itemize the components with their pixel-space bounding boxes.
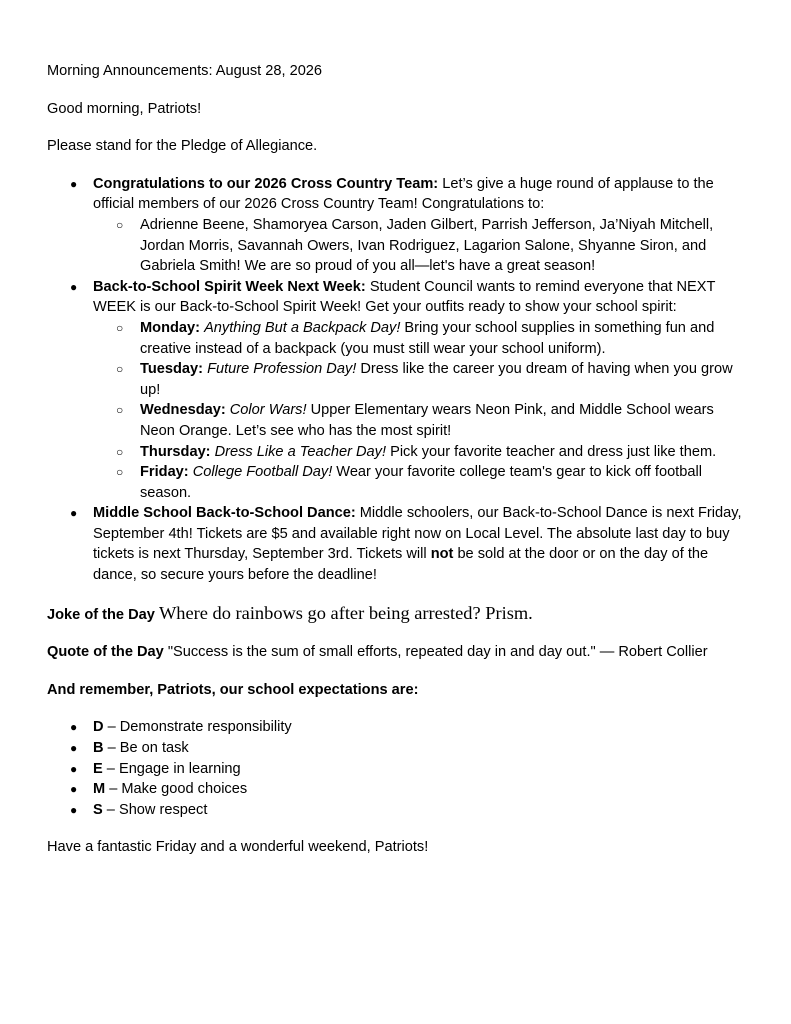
- quote-of-the-day: [47, 642, 743, 663]
- expectation-item: [47, 738, 743, 759]
- expectation-letter: M: [93, 781, 106, 798]
- announcements-list: [47, 174, 743, 586]
- expectation-text: – Be on task: [103, 740, 189, 757]
- expectation-letter: E: [93, 760, 103, 777]
- pledge-line: Please stand for the Pledge of Allegiance.: [47, 138, 318, 155]
- joke-label: Joke of the Day: [47, 606, 155, 623]
- expectation-item: [47, 717, 743, 738]
- expectation-item: [47, 779, 743, 800]
- spirit-day-tuesday: [93, 359, 743, 400]
- emphasis-word: not: [430, 546, 454, 563]
- spirit-day-friday: [93, 462, 743, 503]
- day-label: Wednesday:: [140, 402, 226, 419]
- day-label: Friday:: [140, 464, 189, 481]
- closing-line: Have a fantastic Friday and a wonderful weekend, Patriots!: [47, 839, 429, 856]
- expectation-item: [47, 759, 743, 780]
- cross-country-names: ○ Adrienne Beene, Shamoryea Carson, Jaden Gilbert, Parrish Jefferson, Ja’Niyah Mitchell, Jordan Morris, Savannah Owers, Ivan Rodriguez, Lagarion Salone, Shyanne Siron, and Gabriela Smith! We are so proud of you all—let's have a great season!: [93, 215, 743, 277]
- page-title: Morning Announcements: August 28, 2026: [47, 63, 323, 79]
- quote-text: "Success is the sum of small efforts, repeated day in and day out." — Robert Collier: [163, 644, 708, 661]
- expectation-text: – Make good choices: [105, 781, 248, 798]
- spirit-day-thursday: [93, 442, 743, 463]
- day-theme: Dress Like a Teacher Day!: [214, 443, 387, 460]
- announcement-spirit-week: [47, 277, 743, 504]
- day-label: Tuesday:: [140, 361, 203, 378]
- cross-country-sublist: [93, 215, 743, 277]
- announcement-text: Let’s give a huge round of applause to the official members of our 2026 Cross Country Team! Congratulations to:: [93, 175, 714, 213]
- expectations-list: [47, 717, 743, 820]
- spirit-day-wednesday: [93, 400, 743, 441]
- joke-text: Where do rainbows go after being arrested? Prism.: [158, 602, 533, 623]
- day-theme: Future Profession Day!: [207, 361, 357, 378]
- quote-label: Quote of the Day: [47, 644, 164, 661]
- announcement-text-continued: be sold at the door or on the day of the dance, so secure yours before the deadline!: [93, 546, 709, 584]
- spirit-day-monday: [93, 318, 743, 359]
- day-label: Thursday:: [140, 443, 211, 460]
- announcement-text: Student Council wants to remind everyone that NEXT WEEK is our Back-to-School Spirit Week! Get your outfits ready to show your school spirit:: [93, 278, 716, 316]
- expectation-letter: B: [93, 740, 104, 757]
- day-description: Dress like the career you dream of having when you grow up!: [140, 361, 733, 398]
- announcement-cross-country: [47, 174, 743, 277]
- day-theme: Color Wars!: [229, 402, 307, 419]
- joke-of-the-day: [47, 603, 743, 626]
- expectations-heading: [47, 680, 743, 701]
- greeting: Good morning, Patriots!: [47, 100, 202, 117]
- day-description: Wear your favorite college team's gear to kick off football season.: [140, 464, 702, 501]
- day-theme: College Football Day!: [192, 464, 333, 481]
- announcement-dance: [47, 503, 743, 585]
- day-description: Upper Elementary wears Neon Pink, and Middle School wears Neon Orange. Let’s see who has the most spirit!: [140, 402, 714, 439]
- expectation-text: – Show respect: [102, 801, 208, 818]
- day-theme: Anything But a Backpack Day!: [204, 319, 401, 336]
- spirit-week-days: [93, 318, 743, 503]
- day-description: Bring your school supplies in something fun and creative instead of a backpack (you must still wear your school uniform).: [140, 319, 715, 357]
- announcement-title: Congratulations to our 2026 Cross Country Team:: [93, 175, 439, 192]
- day-description: Pick your favorite teacher and dress just like them.: [386, 443, 717, 460]
- expectation-letter: D: [93, 719, 104, 736]
- announcement-title: Middle School Back-to-School Dance:: [93, 505, 356, 522]
- expectation-item: [47, 800, 743, 821]
- announcement-text: Middle schoolers, our Back-to-School Dance is next Friday, September 4th! Tickets are $5 and available right now on Local Level. The absolute last day to buy tickets is next Thursday, September 3rd. Tickets will: [93, 505, 742, 563]
- expectation-text: – Engage in learning: [102, 760, 241, 777]
- day-label: Monday:: [140, 319, 200, 336]
- expectation-letter: S: [93, 801, 103, 818]
- announcement-title: Back-to-School Spirit Week Next Week:: [93, 278, 366, 295]
- expectation-text: – Demonstrate responsibility: [103, 719, 292, 736]
- expectations-heading-text: And remember, Patriots, our school expectations are:: [47, 681, 419, 698]
